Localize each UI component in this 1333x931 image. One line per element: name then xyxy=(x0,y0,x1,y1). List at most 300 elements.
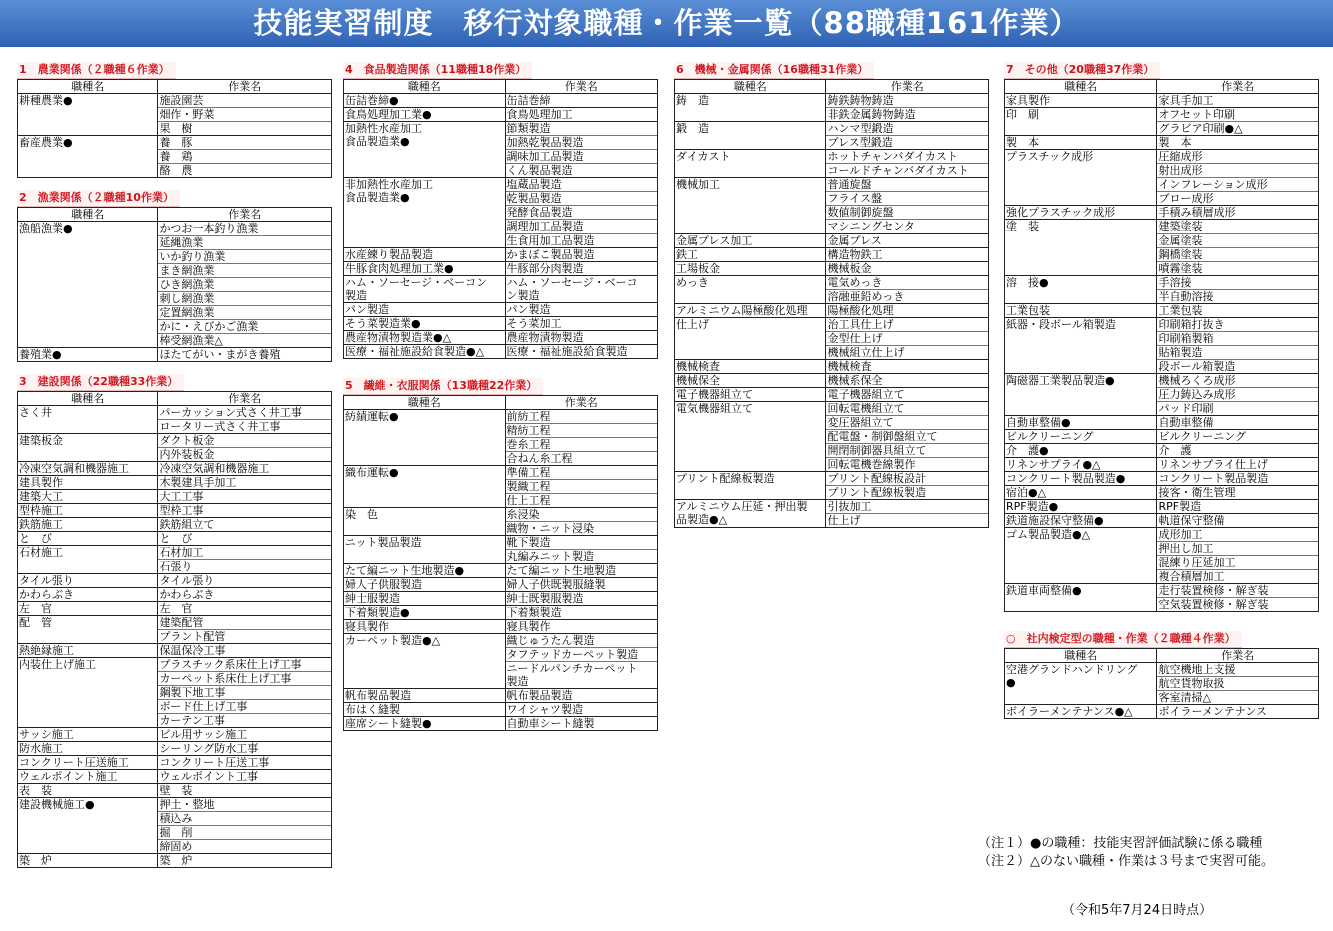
work-name: 乾製品製造 xyxy=(505,192,658,206)
job-name: 熱絶縁施工 xyxy=(18,644,158,658)
job-name: 工場板金 xyxy=(675,262,826,276)
job-name: 印 刷 xyxy=(1005,108,1157,136)
work-name: 押出し加工 xyxy=(1157,542,1319,556)
work-name: 建築塗装 xyxy=(1157,220,1319,234)
work-name: 果 樹 xyxy=(158,122,332,136)
table-row xyxy=(18,348,332,362)
header-work: 作業名 xyxy=(1157,80,1319,94)
header-job: 職種名 xyxy=(1005,649,1157,663)
job-name: 缶詰巻締● xyxy=(344,94,506,108)
work-name: 合ねん糸工程 xyxy=(505,452,658,466)
table-row xyxy=(1005,528,1319,542)
table-row xyxy=(344,703,658,717)
job-name: めっき xyxy=(675,276,826,304)
note-2: （注２）△のない職種・作業は３号まで実習可能。 xyxy=(978,854,1274,869)
job-name: アルミニウム圧延・押出製 品製造●△ xyxy=(675,500,826,528)
table-row xyxy=(344,94,658,108)
header-job: 職種名 xyxy=(1005,80,1157,94)
work-name: コンクリート製品製造 xyxy=(1157,472,1319,486)
job-name: 鋳 造 xyxy=(675,94,826,122)
job-name: タイル張り xyxy=(18,574,158,588)
column-1 xyxy=(17,58,332,876)
job-name: 介 護● xyxy=(1005,444,1157,458)
job-name: 鍛 造 xyxy=(675,122,826,150)
job-name: ダイカスト xyxy=(675,150,826,178)
table-row xyxy=(344,620,658,634)
table-row xyxy=(1005,374,1319,388)
work-name: 織じゅうたん製造 xyxy=(505,634,658,648)
table-row xyxy=(675,262,989,276)
section xyxy=(674,58,989,528)
work-name: プリント配線板製造 xyxy=(826,486,989,500)
section xyxy=(17,186,332,362)
job-name: 紳士服製造 xyxy=(344,592,506,606)
work-name: 冷凍空気調和機器施工 xyxy=(158,462,332,476)
table-row xyxy=(344,317,658,331)
work-name: ウェルポイント工事 xyxy=(158,770,332,784)
table-row xyxy=(675,178,989,192)
work-name: 機械板金 xyxy=(826,262,989,276)
job-name: 座席シート縫製● xyxy=(344,717,506,731)
work-name: ニードルパンチカーペット 製造 xyxy=(505,662,658,689)
work-name: 型枠工事 xyxy=(158,504,332,518)
work-name: 製織工程 xyxy=(505,480,658,494)
job-name: 医療・福祉施設給食製造●△ xyxy=(344,345,506,359)
table-row xyxy=(18,532,332,546)
job-name: 養殖業● xyxy=(18,348,158,362)
header-job: 職種名 xyxy=(18,80,158,94)
job-name: 農産物漬物製造業●△ xyxy=(344,331,506,345)
job-table xyxy=(343,395,658,731)
work-name: 調味加工品製造 xyxy=(505,150,658,164)
section-title: 4 食品製造関係（11職種18作業） xyxy=(343,62,532,79)
table-row xyxy=(18,602,332,616)
table-row xyxy=(344,606,658,620)
job-name: パン製造 xyxy=(344,303,506,317)
work-name: 客室清掃△ xyxy=(1157,691,1319,705)
job-name: 機械加工 xyxy=(675,178,826,234)
job-name: 空港グランドハンドリング ● xyxy=(1005,663,1157,705)
table-row xyxy=(1005,136,1319,150)
job-name: プラスチック成形 xyxy=(1005,150,1157,206)
job-name: 織布運転● xyxy=(344,466,506,508)
work-name: 印刷箱製箱 xyxy=(1157,332,1319,346)
work-name: ブロー成形 xyxy=(1157,192,1319,206)
work-name: 内外装板金 xyxy=(158,448,332,462)
work-name: タイル張り xyxy=(158,574,332,588)
work-name: オフセット印刷 xyxy=(1157,108,1319,122)
work-name: 前紡工程 xyxy=(505,410,658,424)
job-name: さく井 xyxy=(18,406,158,434)
work-name: 電気めっき xyxy=(826,276,989,290)
table-row xyxy=(1005,584,1319,598)
work-name: 施設園芸 xyxy=(158,94,332,108)
work-name: 手積み積層成形 xyxy=(1157,206,1319,220)
work-name: パン製造 xyxy=(505,303,658,317)
job-name: と び xyxy=(18,532,158,546)
job-name: 電子機器組立て xyxy=(675,388,826,402)
work-name: まき網漁業 xyxy=(158,264,332,278)
table-row xyxy=(1005,94,1319,108)
table-row xyxy=(18,644,332,658)
table-row xyxy=(675,360,989,374)
table-row xyxy=(675,388,989,402)
work-name: 機械系保全 xyxy=(826,374,989,388)
table-row xyxy=(675,374,989,388)
work-name: 建築配管 xyxy=(158,616,332,630)
job-name: 鉄道施設保守整備● xyxy=(1005,514,1157,528)
job-name: ビルクリーニング xyxy=(1005,430,1157,444)
job-name: 鉄筋施工 xyxy=(18,518,158,532)
work-name: カーペット系床仕上げ工事 xyxy=(158,672,332,686)
work-name: 定置網漁業 xyxy=(158,306,332,320)
table-row xyxy=(1005,206,1319,220)
job-name: 製 本 xyxy=(1005,136,1157,150)
work-name: 溶融亜鉛めっき xyxy=(826,290,989,304)
work-name: 築 炉 xyxy=(158,854,332,868)
table-row xyxy=(1005,220,1319,234)
work-name: かに・えびかご漁業 xyxy=(158,320,332,334)
note-1: （注１）●の職種：技能実習評価試験に係る職種 xyxy=(978,836,1263,851)
work-name: ビルクリーニング xyxy=(1157,430,1319,444)
table-row xyxy=(18,490,332,504)
job-name: 築 炉 xyxy=(18,854,158,868)
work-name: たて編ニット生地製造 xyxy=(505,564,658,578)
job-name: カーペット製造●△ xyxy=(344,634,506,689)
table-row xyxy=(18,854,332,868)
column-3 xyxy=(674,58,989,536)
section xyxy=(17,58,332,178)
table-row xyxy=(344,592,658,606)
section xyxy=(343,58,658,359)
work-name: 締固め xyxy=(158,840,332,854)
table-row xyxy=(1005,108,1319,122)
table-header xyxy=(1005,80,1319,94)
work-name: 貼箱製造 xyxy=(1157,346,1319,360)
table-header xyxy=(1005,649,1319,663)
job-name: 陶磁器工業製品製造● xyxy=(1005,374,1157,416)
table-row xyxy=(344,345,658,359)
section-title: 6 機械・金属関係（16職種31作業） xyxy=(674,62,874,79)
table-row xyxy=(1005,444,1319,458)
table-row xyxy=(18,546,332,560)
job-table xyxy=(17,391,332,868)
job-table xyxy=(343,79,658,359)
work-name: 糸浸染 xyxy=(505,508,658,522)
header-work: 作業名 xyxy=(505,80,658,94)
job-name: 建築大工 xyxy=(18,490,158,504)
table-row xyxy=(344,122,658,136)
work-name: 帆布製品製造 xyxy=(505,689,658,703)
work-name: ハム・ソーセージ・ベーコ ン製造 xyxy=(505,276,658,303)
work-name: 混練り圧延加工 xyxy=(1157,556,1319,570)
work-name: 半自動溶接 xyxy=(1157,290,1319,304)
table-row xyxy=(675,122,989,136)
table-row xyxy=(18,756,332,770)
work-name: 鋳鉄鋳物鋳造 xyxy=(826,94,989,108)
work-name: インフレーション成形 xyxy=(1157,178,1319,192)
work-name: カーテン工事 xyxy=(158,714,332,728)
table-row xyxy=(18,588,332,602)
work-name: 調理加工品製造 xyxy=(505,220,658,234)
work-name: 機械組立仕上げ xyxy=(826,346,989,360)
job-name: 溶 接● xyxy=(1005,276,1157,304)
work-name: 射出成形 xyxy=(1157,164,1319,178)
job-name: 冷凍空気調和機器施工 xyxy=(18,462,158,476)
work-name: 鉄筋組立て xyxy=(158,518,332,532)
work-name: 織物・ニット浸染 xyxy=(505,522,658,536)
work-name: ハンマ型鍛造 xyxy=(826,122,989,136)
work-name: 丸編みニット製造 xyxy=(505,550,658,564)
table-row xyxy=(344,564,658,578)
table-row xyxy=(344,303,658,317)
job-name: 電気機器組立て xyxy=(675,402,826,472)
column-4 xyxy=(1004,58,1319,727)
work-name: 節類製造 xyxy=(505,122,658,136)
as-of-date: （令和5年7月24日時点） xyxy=(1062,903,1213,918)
work-name: 自動車整備 xyxy=(1157,416,1319,430)
work-name: 仕上工程 xyxy=(505,494,658,508)
table-row xyxy=(675,276,989,290)
table-row xyxy=(1005,705,1319,719)
work-name: 電子機器組立て xyxy=(826,388,989,402)
job-name: 畜産農業● xyxy=(18,136,158,178)
work-name: 牛豚部分肉製造 xyxy=(505,262,658,276)
table-row xyxy=(1005,472,1319,486)
table-row xyxy=(1005,486,1319,500)
work-name: 空気装置検修・解ぎ装 xyxy=(1157,598,1319,612)
work-name: かつお一本釣り漁業 xyxy=(158,222,332,236)
work-name: 準備工程 xyxy=(505,466,658,480)
job-name: 防水施工 xyxy=(18,742,158,756)
job-name: 仕上げ xyxy=(675,318,826,360)
table-row xyxy=(1005,500,1319,514)
section-title: 1 農業関係（２職種６作業） xyxy=(17,62,176,79)
table-row xyxy=(344,508,658,522)
header-work: 作業名 xyxy=(1157,649,1319,663)
work-name: 航空機地上支援 xyxy=(1157,663,1319,677)
work-name: 巻糸工程 xyxy=(505,438,658,452)
job-name: アルミニウム陽極酸化処理 xyxy=(675,304,826,318)
table-row xyxy=(18,658,332,672)
table-row xyxy=(18,574,332,588)
job-name: サッシ施工 xyxy=(18,728,158,742)
job-name: 機械保全 xyxy=(675,374,826,388)
work-name: 回転電機組立て xyxy=(826,402,989,416)
table-row xyxy=(344,717,658,731)
work-name: 寝具製作 xyxy=(505,620,658,634)
work-name: 靴下製造 xyxy=(505,536,658,550)
work-name: 農産物漬物製造 xyxy=(505,331,658,345)
table-row xyxy=(675,318,989,332)
job-name: 非加熱性水産加工 食品製造業● xyxy=(344,178,506,248)
section xyxy=(1004,627,1319,719)
work-name: 変圧器組立て xyxy=(826,416,989,430)
job-name: ハム・ソーセージ・ベーコン 製造 xyxy=(344,276,506,303)
table-row xyxy=(18,406,332,420)
table-row xyxy=(675,150,989,164)
job-name: ボイラーメンテナンス●△ xyxy=(1005,705,1157,719)
work-name: グラビア印刷●△ xyxy=(1157,122,1319,136)
work-name: ホットチャンバダイカスト xyxy=(826,150,989,164)
work-name: 介 護 xyxy=(1157,444,1319,458)
table-row xyxy=(344,578,658,592)
table-row xyxy=(18,94,332,108)
table-row xyxy=(344,466,658,480)
job-name: ゴム製品製造●△ xyxy=(1005,528,1157,584)
work-name: 印刷箱打抜き xyxy=(1157,318,1319,332)
work-name: 鋼橋塗装 xyxy=(1157,248,1319,262)
work-name: 石張り xyxy=(158,560,332,574)
job-name: コンクリート圧送施工 xyxy=(18,756,158,770)
job-name: 鉄工 xyxy=(675,248,826,262)
table-row xyxy=(344,276,658,303)
work-name: 接客・衛生管理 xyxy=(1157,486,1319,500)
table-header xyxy=(18,208,332,222)
table-header xyxy=(18,80,332,94)
job-table xyxy=(1004,648,1319,719)
table-row xyxy=(344,689,658,703)
job-name: 鉄道車両整備● xyxy=(1005,584,1157,612)
work-name: 紳士既製服製造 xyxy=(505,592,658,606)
table-row xyxy=(1005,514,1319,528)
work-name: フライス盤 xyxy=(826,192,989,206)
table-row xyxy=(1005,304,1319,318)
table-row xyxy=(344,536,658,550)
job-name: 水産練り製品製造 xyxy=(344,248,506,262)
job-table xyxy=(17,207,332,362)
job-name: RPF製造● xyxy=(1005,500,1157,514)
work-name: コールドチャンバダイカスト xyxy=(826,164,989,178)
work-name: 医療・福祉施設給食製造 xyxy=(505,345,658,359)
work-name: と び xyxy=(158,532,332,546)
job-table xyxy=(1004,79,1319,612)
work-name: 非鉄金属鋳物鋳造 xyxy=(826,108,989,122)
header-job: 職種名 xyxy=(18,392,158,406)
section-title: ○ 社内検定型の職種・作業（２職種４作業） xyxy=(1004,631,1242,648)
job-name: 建具製作 xyxy=(18,476,158,490)
table-row xyxy=(675,402,989,416)
work-name: 金属プレス xyxy=(826,234,989,248)
work-name: 畑作・野菜 xyxy=(158,108,332,122)
job-name: 染 色 xyxy=(344,508,506,536)
table-row xyxy=(1005,318,1319,332)
work-name: 製 本 xyxy=(1157,136,1319,150)
work-name: 機械ろくろ成形 xyxy=(1157,374,1319,388)
section xyxy=(343,374,658,731)
work-name: 噴霧塗装 xyxy=(1157,262,1319,276)
header-work: 作業名 xyxy=(505,396,658,410)
work-name: RPF製造 xyxy=(1157,500,1319,514)
job-name: 耕種農業● xyxy=(18,94,158,136)
job-name: 強化プラスチック成形 xyxy=(1005,206,1157,220)
work-name: パッド印刷 xyxy=(1157,402,1319,416)
work-name: プリント配線板設計 xyxy=(826,472,989,486)
job-name: 内装仕上げ施工 xyxy=(18,658,158,728)
work-name: ビル用サッシ施工 xyxy=(158,728,332,742)
table-row xyxy=(344,331,658,345)
job-name: 建築板金 xyxy=(18,434,158,462)
table-row xyxy=(18,518,332,532)
work-name: 食鳥処理加工 xyxy=(505,108,658,122)
work-name: 普通旋盤 xyxy=(826,178,989,192)
work-name: ボード仕上げ工事 xyxy=(158,700,332,714)
job-name: 紙器・段ボール箱製造 xyxy=(1005,318,1157,374)
header-job: 職種名 xyxy=(18,208,158,222)
table-row xyxy=(18,504,332,518)
table-row xyxy=(675,304,989,318)
work-name: 押土・整地 xyxy=(158,798,332,812)
work-name: 数値制御旋盤 xyxy=(826,206,989,220)
work-name: 家具手加工 xyxy=(1157,94,1319,108)
work-name: 開閉制御器具組立て xyxy=(826,444,989,458)
work-name: 木製建具手加工 xyxy=(158,476,332,490)
table-row xyxy=(675,248,989,262)
job-name: 自動車整備● xyxy=(1005,416,1157,430)
job-name: リネンサプライ●△ xyxy=(1005,458,1157,472)
work-name: 工業包装 xyxy=(1157,304,1319,318)
work-name: 回転電機巻線製作 xyxy=(826,458,989,472)
table-row xyxy=(18,136,332,150)
section-title: 7 その他（20職種37作業） xyxy=(1004,62,1160,79)
table-header xyxy=(18,392,332,406)
work-name: シーリング防水工事 xyxy=(158,742,332,756)
work-name: 成形加工 xyxy=(1157,528,1319,542)
job-name: 工業包装 xyxy=(1005,304,1157,318)
job-name: ニット製品製造 xyxy=(344,536,506,564)
work-name: 塩蔵品製造 xyxy=(505,178,658,192)
table-row xyxy=(344,178,658,192)
table-row xyxy=(344,634,658,648)
work-name: 金型仕上げ xyxy=(826,332,989,346)
work-name: 石材加工 xyxy=(158,546,332,560)
work-name: プラスチック系床仕上げ工事 xyxy=(158,658,332,672)
job-name: たて編ニット生地製造● xyxy=(344,564,506,578)
table-row xyxy=(675,500,989,514)
job-name: プリント配線板製造 xyxy=(675,472,826,500)
job-name: 下着類製造● xyxy=(344,606,506,620)
job-name: そう菜製造業● xyxy=(344,317,506,331)
work-name: 圧力鋳込み成形 xyxy=(1157,388,1319,402)
header-work: 作業名 xyxy=(826,80,989,94)
table-row xyxy=(675,94,989,108)
column-2 xyxy=(343,58,658,739)
table-row xyxy=(18,742,332,756)
work-name: ほたてがい・まがき養殖 xyxy=(158,348,332,362)
job-name: 家具製作 xyxy=(1005,94,1157,108)
work-name: 延縄漁業 xyxy=(158,236,332,250)
work-name: 金属塗装 xyxy=(1157,234,1319,248)
job-name: 帆布製品製造 xyxy=(344,689,506,703)
work-name: 養 鶏 xyxy=(158,150,332,164)
work-name: かまぼこ製品製造 xyxy=(505,248,658,262)
job-name: 建設機械施工● xyxy=(18,798,158,854)
table-row xyxy=(18,434,332,448)
work-name: くん製品製造 xyxy=(505,164,658,178)
job-name: 配 管 xyxy=(18,616,158,644)
job-name: 漁船漁業● xyxy=(18,222,158,348)
work-name: プレス型鍛造 xyxy=(826,136,989,150)
table-row xyxy=(18,476,332,490)
job-name: 機械検査 xyxy=(675,360,826,374)
job-name: 牛豚食肉処理加工業● xyxy=(344,262,506,276)
job-name: 石材施工 xyxy=(18,546,158,574)
table-header xyxy=(675,80,989,94)
table-row xyxy=(344,262,658,276)
work-name: パーカッション式さく井工事 xyxy=(158,406,332,420)
job-name: 左 官 xyxy=(18,602,158,616)
table-header xyxy=(344,80,658,94)
